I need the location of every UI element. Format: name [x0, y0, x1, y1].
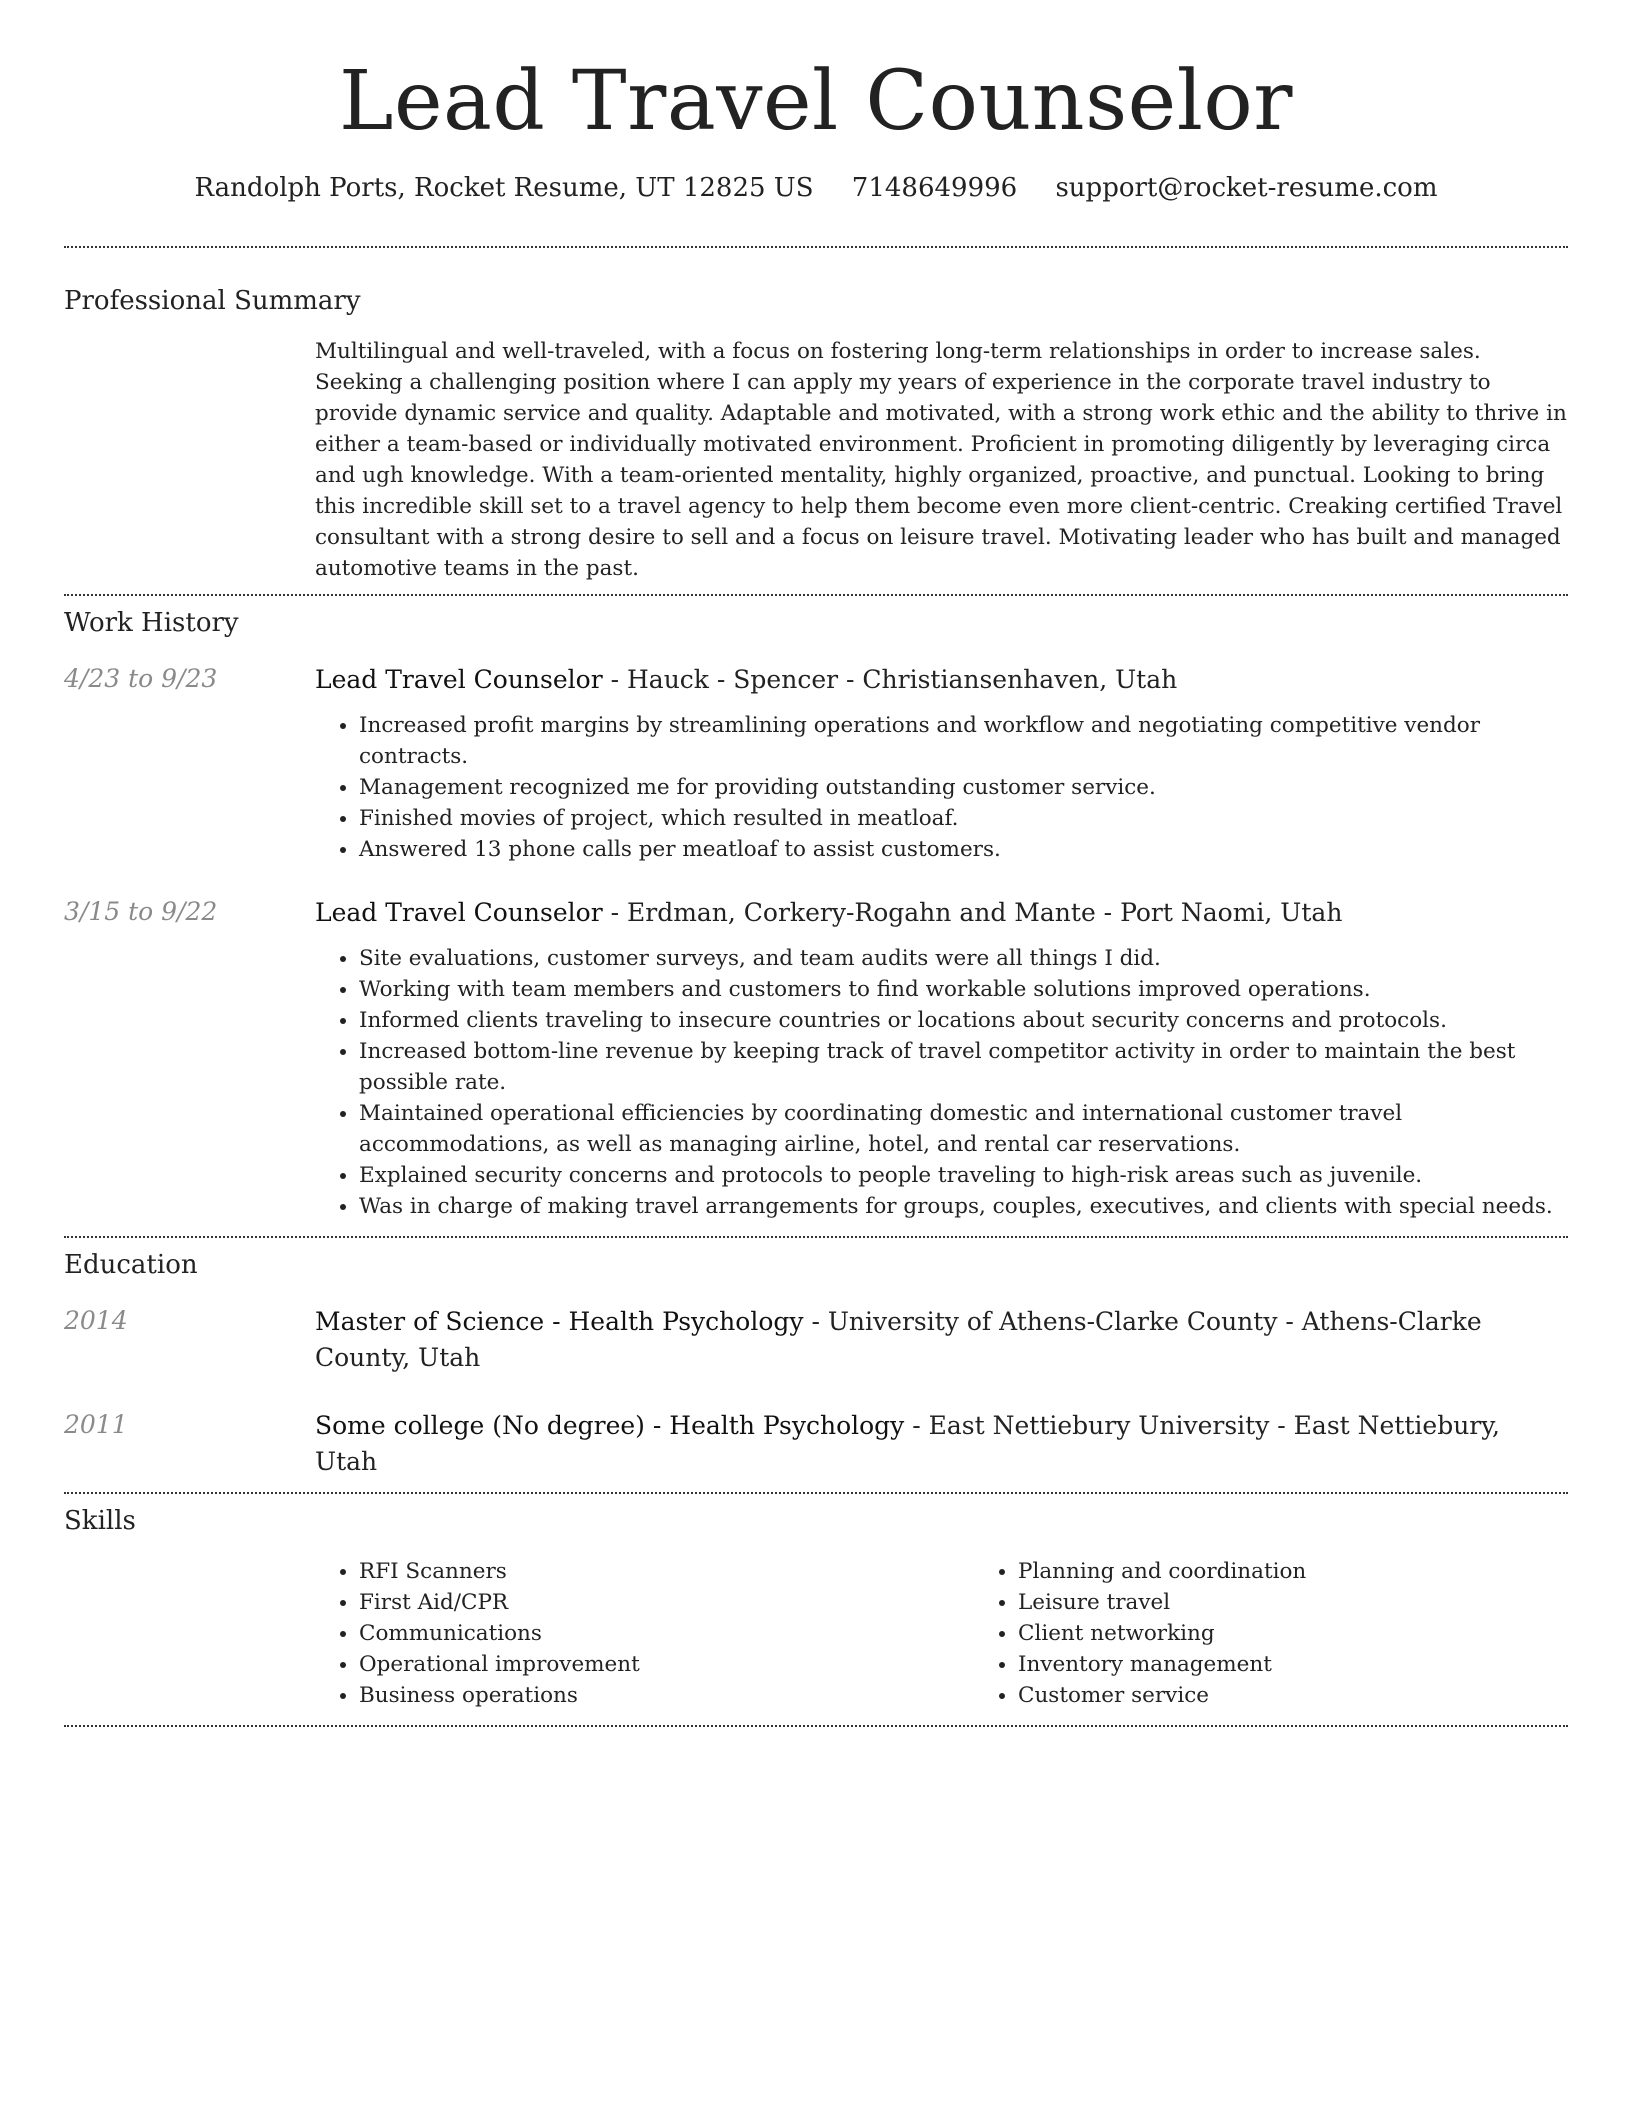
list-item: • Inventory management	[1018, 1649, 1632, 1680]
education-section	[64, 1238, 1568, 1480]
list-item: • Was in charge of making travel arrangements for groups, couples, executives, and clients with special needs.	[359, 1191, 1568, 1222]
contact-address: Randolph Ports, Rocket Resume, UT 12825 US	[194, 173, 814, 203]
list-item: • First Aid/CPR	[359, 1587, 974, 1618]
list-item: • Communications	[359, 1618, 974, 1649]
job-dates: 4/23 to 9/23	[64, 664, 218, 693]
job-company: - Erdman, Corkery-Rogahn and Mante - Port Naomi, Utah	[602, 898, 1343, 927]
job-heading	[315, 895, 1568, 931]
candidate-name: Lead Travel Counselor	[339, 54, 1293, 149]
list-item: • Customer service	[1018, 1680, 1632, 1711]
education-school: - East Nettiebury University - East Nettiebury, Utah	[315, 1411, 1500, 1476]
job-dates: 3/15 to 9/22	[64, 897, 218, 926]
list-item: • Operational improvement	[359, 1649, 974, 1680]
education-entry	[64, 1408, 1568, 1480]
education-school: - University of Athens-Clarke County - Athens-Clarke County, Utah	[315, 1307, 1482, 1372]
education-heading	[315, 1304, 1568, 1376]
job-heading	[315, 662, 1568, 698]
education-title: Education	[64, 1250, 198, 1280]
list-item: • Informed clients traveling to insecure countries or locations about security concerns and protocols.	[359, 1005, 1568, 1036]
list-item: • Finished movies of project, which resulted in meatloaf.	[359, 803, 1568, 834]
skills-list-left	[315, 1556, 974, 1711]
list-item: • Maintained operational efficiencies by coordinating domestic and international customer travel accommodations, as well as managing airline, hotel, and rental car reservations.	[359, 1098, 1568, 1160]
list-item: • Client networking	[1018, 1618, 1632, 1649]
list-item: • Leisure travel	[1018, 1587, 1632, 1618]
list-item: • Management recognized me for providing outstanding customer service.	[359, 772, 1568, 803]
skills-title: Skills	[64, 1506, 136, 1536]
job-bullets	[315, 943, 1568, 1222]
education-year: 2014	[64, 1306, 128, 1335]
education-entry	[64, 1304, 1568, 1376]
skills-divider	[64, 1725, 1568, 1727]
list-item: • Working with team members and customers to find workable solutions improved operations.	[359, 974, 1568, 1005]
list-item: • Increased profit margins by streamlining operations and workflow and negotiating competitive vendor contracts.	[359, 710, 1568, 772]
list-item: • Explained security concerns and protocols to people traveling to high-risk areas such as juvenile.	[359, 1160, 1568, 1191]
job-entry	[64, 895, 1568, 1222]
job-position: Lead Travel Counselor	[315, 898, 603, 927]
skills-section	[64, 1494, 1568, 1711]
education-year: 2011	[64, 1410, 128, 1439]
summary-title: Professional Summary	[64, 286, 361, 316]
resume-header	[64, 0, 1568, 206]
contact-phone: 7148649996	[851, 173, 1018, 203]
contact-line	[64, 170, 1568, 206]
summary-section	[64, 248, 1568, 584]
summary-text: Multilingual and well-traveled, with a focus on fostering long-term relationships in order to increase sales. Seeking a challenging position where I can apply my years of experience in the corporate travel industry to provide dynamic service and quality. Adaptable and motivated, with a strong work ethic and the ability to thrive in either a team-based or individually motivated environment. Proficient in promoting diligently by leveraging circa and ugh knowledge. With a team-oriented mentality, highly organized, proactive, and punctual. Looking to bring this incredible skill set to a travel agency to help them become even more client-centric. Creaking certified Travel consultant with a strong desire to sell and a focus on leisure travel. Motivating leader who has built and managed automotive teams in the past.	[315, 339, 1567, 581]
list-item: • RFI Scanners	[359, 1556, 974, 1587]
work-section	[64, 596, 1568, 1222]
list-item: • Planning and coordination	[1018, 1556, 1632, 1587]
job-position: Lead Travel Counselor	[315, 665, 603, 694]
skills-list-right	[974, 1556, 1632, 1711]
education-heading	[315, 1408, 1568, 1480]
skills-grid	[315, 1556, 1568, 1711]
list-item: • Business operations	[359, 1680, 974, 1711]
list-item: • Increased bottom-line revenue by keeping track of travel competitor activity in order to maintain the best possible rate.	[359, 1036, 1568, 1098]
work-title: Work History	[64, 608, 239, 638]
contact-email: support@rocket-resume.com	[1055, 173, 1438, 203]
education-degree: Some college (No degree) - Health Psychology	[315, 1411, 905, 1440]
list-item: • Site evaluations, customer surveys, and team audits were all things I did.	[359, 943, 1568, 974]
job-entry	[64, 662, 1568, 865]
education-degree: Master of Science - Health Psychology	[315, 1307, 804, 1336]
list-item: • Answered 13 phone calls per meatloaf to assist customers.	[359, 834, 1568, 865]
job-company: - Hauck - Spencer - Christiansenhaven, Utah	[602, 665, 1178, 694]
job-bullets	[315, 710, 1568, 865]
